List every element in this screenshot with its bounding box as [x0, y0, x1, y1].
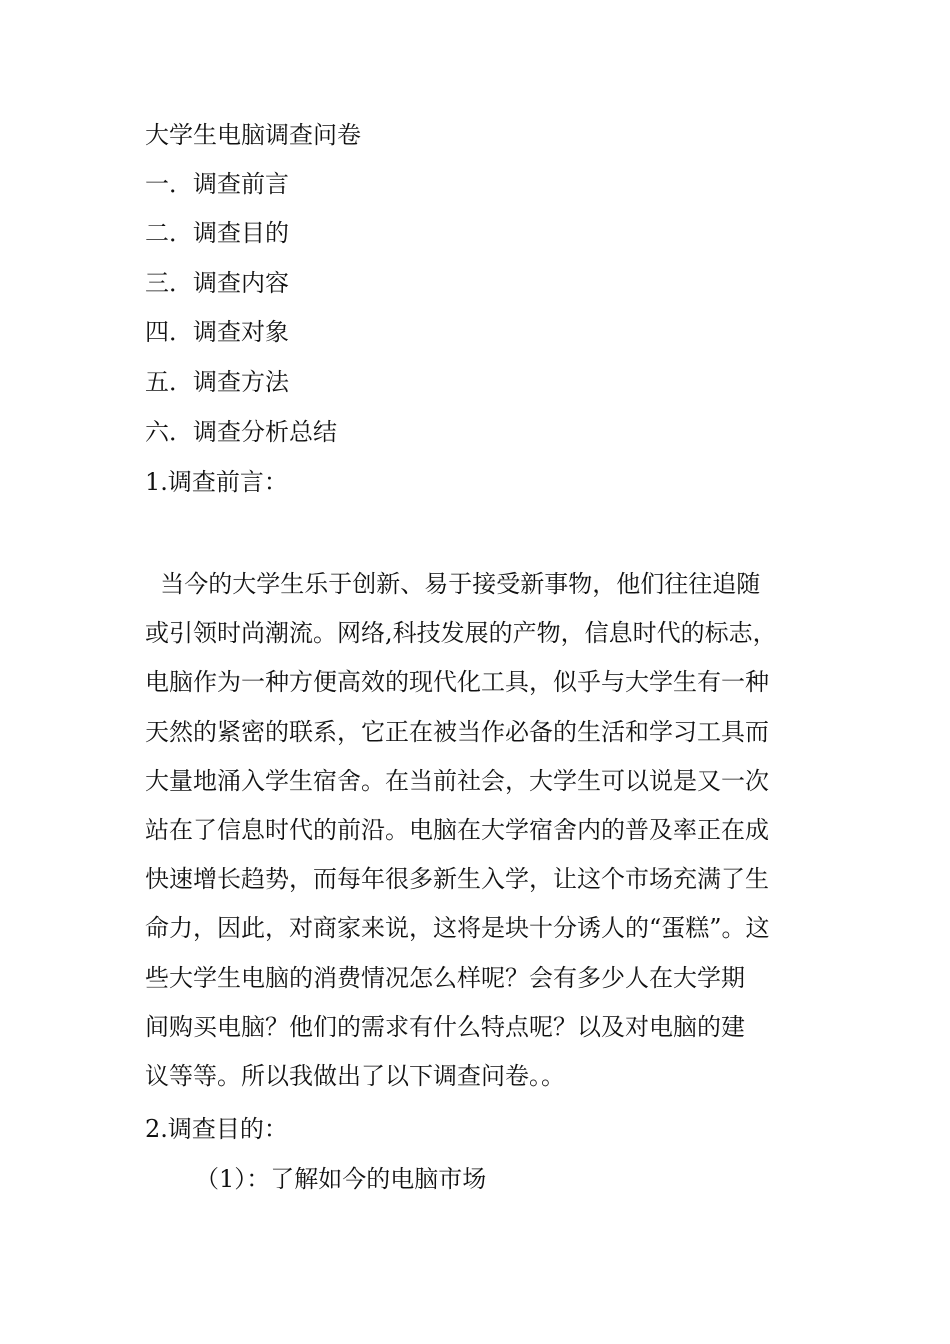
outline-item-2: 二．调查目的	[145, 219, 289, 247]
paragraph-line-6: 站在了信息时代的前沿。电脑在大学宿舍内的普及率正在成	[145, 815, 769, 844]
paragraph-line-3: 电脑作为一种方便高效的现代化工具，似乎与大学生有一种	[145, 668, 769, 697]
paragraph-line-9: 些大学生电脑的消费情况怎么样呢？会有多少人在大学期	[145, 963, 745, 992]
outline-item-3: 三．调查内容	[145, 269, 289, 297]
paragraph-line-5: 大量地涌入学生宿舍。在当前社会，大学生可以说是又一次	[145, 766, 769, 795]
outline-item-1: 一．调查前言	[145, 170, 289, 198]
paragraph-line-11: 议等等。所以我做出了以下调查问卷。。	[145, 1061, 565, 1090]
section2-item-1: （1）：了解如今的电脑市场	[195, 1165, 487, 1193]
paragraph-line-1: 当今的大学生乐于创新、易于接受新事物，他们往往追随	[145, 570, 761, 598]
paragraph-line-8: 命力，因此，对商家来说，这将是块十分诱人的“蛋糕”。这	[145, 914, 770, 943]
paragraph-line-2: 或引领时尚潮流。网络,科技发展的产物，信息时代的标志，	[145, 619, 777, 648]
document-title: 大学生电脑调查问卷	[145, 121, 361, 149]
paragraph-line-7: 快速增长趋势，而每年很多新生入学，让这个市场充满了生	[145, 865, 769, 894]
section2-heading: 2.调查目的：	[145, 1115, 288, 1143]
section1-heading: 1.调查前言：	[145, 468, 288, 496]
outline-item-4: 四．调查对象	[145, 318, 289, 346]
outline-item-5: 五．调查方法	[145, 368, 289, 396]
outline-item-6: 六．调查分析总结	[145, 418, 337, 446]
paragraph-line-4: 天然的紧密的联系，它正在被当作必备的生活和学习工具而	[145, 717, 769, 746]
section1-paragraph	[145, 560, 810, 1101]
paragraph-line-10: 间购买电脑？他们的需求有什么特点呢？以及对电脑的建	[145, 1012, 745, 1041]
